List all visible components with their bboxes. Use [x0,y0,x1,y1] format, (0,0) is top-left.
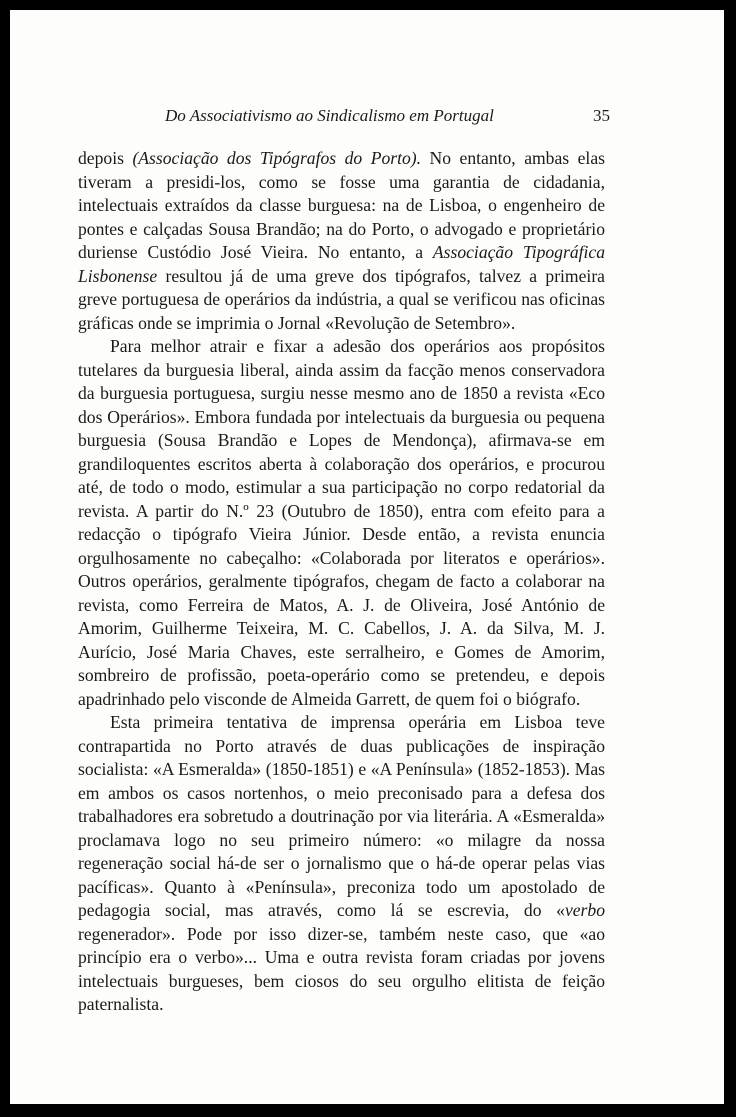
paragraph [78,711,605,1017]
paragraph [78,335,605,711]
text-segment: Para melhor atrair e fixar a adesão dos operários aos propósitos tutelares da burguesia liberal, ainda assim da facção menos conservadora da burguesia portuguesa, surgiu nesse mesmo ano de 1850 a revista «Eco dos Operários». Embora fundada por intelectuais da burguesia ou pequena burguesia (Sousa Brandão e Lopes de Mendonça), afirmava-se em grandiloquentes escritos aberta à colaboração dos operários, e procurou até, de todo o modo, estimular a sua participação no corpo redatorial da revista. A partir do N.º 23 (Outubro de 1850), entra com efeito para a redacção o tipógrafo Vieira Júnior. Desde então, a revista enuncia orgulhosamente no cabeçalho: «Colaborada por literatos e operários». Outros operários, geralmente tipógrafos, chegam de facto a colaborar na revista, como Ferreira de Matos, A. J. de Oliveira, José António de Amorim, Guilherme Teixeira, M. C. Cabellos, J. A. da Silva, M. J. Aurício, José Maria Chaves, este serralheiro, e Gomes de Amorim, sombreiro de profissão, poeta-operário como se pretendeu, e depois apadrinhado pelo visconde de Almeida Garrett, de quem foi o biógrafo. [78,336,605,709]
paragraph [78,147,605,335]
book-page [10,10,724,1104]
italic-text: verbo [564,900,605,920]
italic-text: Associação Tipográfica Lisbonense [78,242,605,286]
body-text [78,147,605,1017]
running-title: Do Associativismo ao Sindicalismo em Portugal [165,106,494,125]
text-segment: Esta primeira tentativa de imprensa operária em Lisboa teve contrapartida no Porto através de duas publicações de inspiração socialista: «A Esmeralda» (1850-1851) e «A Península» (1852-1853). Mas em ambos os casos nortenhos, o meio preconisado para a defesa dos trabalhadores era sobretudo a doutrinação por via literária. A «Esmeralda» proclamava logo no seu primeiro número: «o milagre da nossa regeneração social há-de ser o jornalismo que o há-de operar pelas vias pacíficas». Quanto à «Península», preconiza todo um apostolado de pedagogia social, mas através, como lá se escrevia, do « [78,712,605,920]
text-segment: resultou já de uma greve dos tipógrafos, talvez a primeira greve portuguesa de operários da indústria, a qual se verificou nas oficinas gráficas onde se imprimia o Jornal «Revolução de Setembro». [78,265,605,333]
page-header [165,106,610,128]
page-number: 35 [593,106,610,125]
text-segment: regenerador». Pode por isso dizer-se, também neste caso, que «ao princípio era o verbo»... Uma e outra revista foram criadas por jovens intelectuais burgueses, bem ciosos do seu orgulho elitista de feição paternalista. [78,923,605,1014]
text-segment: depois [78,148,133,168]
text-segment: No entanto, ambas elas tiveram a presidi-los, como se fosse uma garantia de cidadania, intelectuais extraídos da classe burguesa: na de Lisboa, o engenheiro de pontes e calçadas Sousa Brandão; na do Porto, o advogado e proprietário duriense Custódio José Vieira. No entanto, a [78,148,605,262]
italic-text: (Associação dos Tipógrafos do Porto). [132,148,422,168]
